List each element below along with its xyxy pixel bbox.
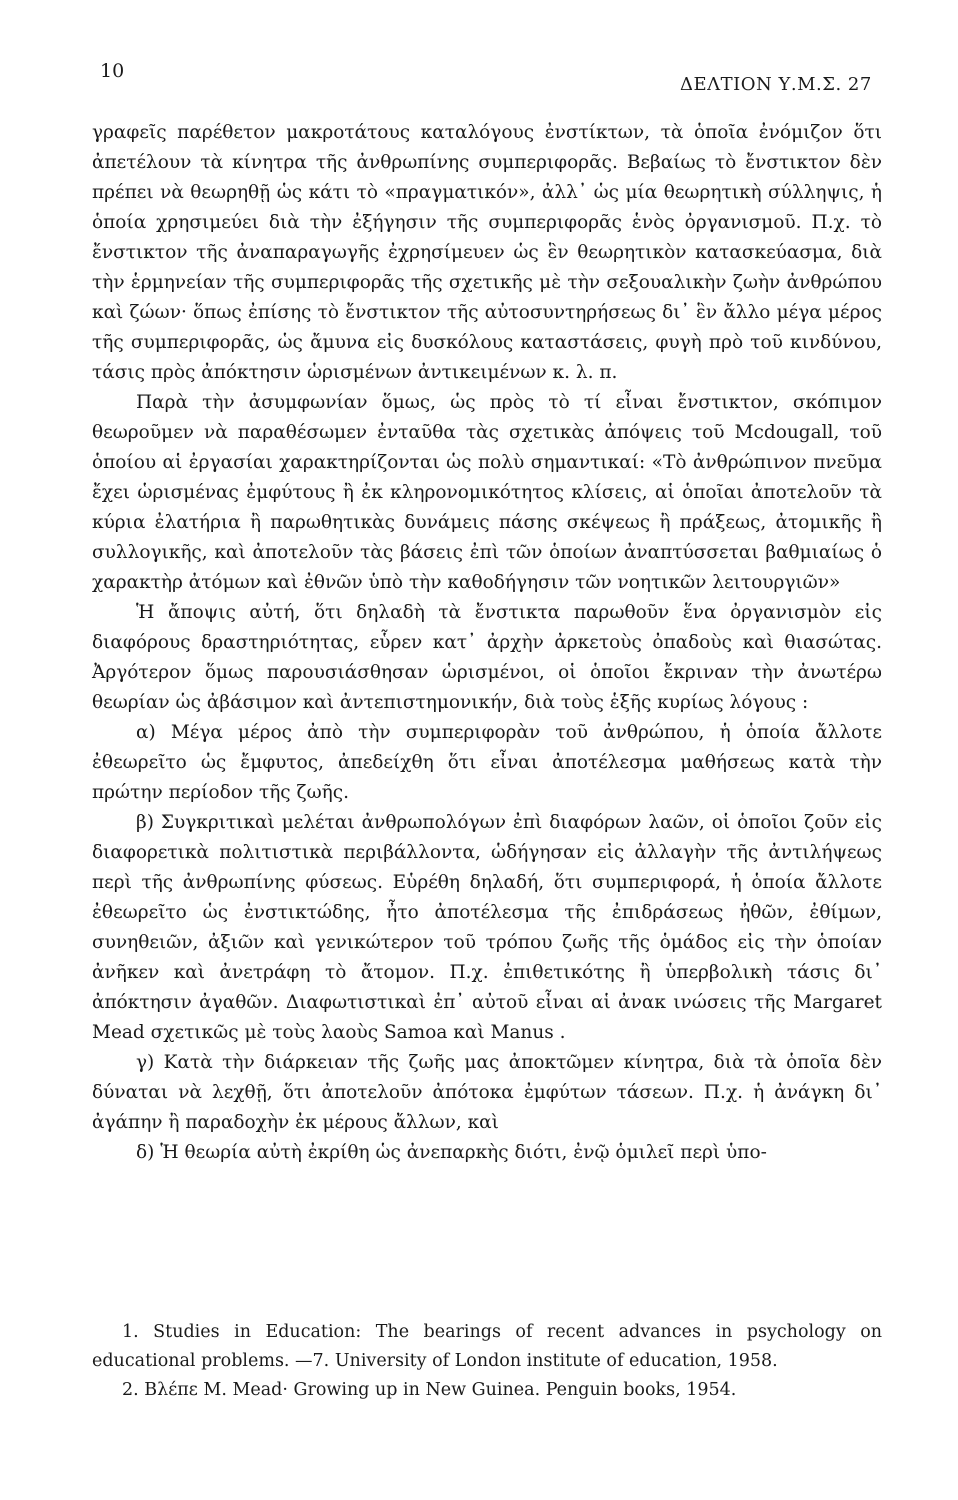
list-item-a: α) Μέγα μέρος ἀπὸ τὴν συμπεριφορὰν τοῦ ἀνθρώπου, ἡ ὁποία ἄλλοτε ἐθεωρεῖτο ὡς ἔμφυτος, ἀπεδείχθη ὅτι εἶναι ἀποτέλεσμα μαθήσεως κατὰ τὴν πρώτην περίοδον τῆς ζωῆς. <box>92 722 882 803</box>
footnote-2: 2. Βλέπε M. Mead· Growing up in New Guinea. Penguin books, 1954. <box>122 1380 737 1400</box>
footnotes <box>92 1318 882 1405</box>
journal-header: ΔΕΛΤΙΟΝ Υ.Μ.Σ. 27 <box>680 74 872 95</box>
list-item-d: δ) Ἡ θεωρία αὐτὴ ἐκρίθη ὡς ἀνεπαρκὴς διότι, ἐνῷ ὁμιλεῖ περὶ ὑπο- <box>136 1142 767 1163</box>
paragraph-mcdougall: Παρὰ τὴν ἀσυμφωνίαν ὅμως, ὡς πρὸς τὸ τί εἶναι ἔνστικτον, σκόπιμον θεωροῦμεν νὰ παραθέσωμεν ἐνταῦθα τὰς σχετικὰς ἀπόψεις τοῦ Mcdougall, τοῦ ὁποίου αἱ ἐργασίαι χαρακτηρίζονται ὡς πολὺ σημαντικαί: «Τὸ ἀνθρώπινον πνεῦμα ἔχει ὡρισμένας ἐμφύτους ἢ ἐκ κληρονομικότητος κλίσεις, αἱ ὁποῖαι ἀποτελοῦν τὰ κύρια ἐλατήρια ἢ παρωθητικὰς δυνάμεις πάσης σκέψεως ἢ πράξεως, ἀτομικῆς ἢ συλλογικῆς, καὶ ἀποτελοῦν τὰς βάσεις ἐπὶ τῶν ὁποίων ἀναπτύσσεται βαθμιαίως ὁ χαρακτὴρ ἀτόμων καὶ ἐθνῶν ὑπὸ τὴν καθοδήγησιν τῶν νοητικῶν λειτουργιῶν» <box>92 392 882 593</box>
paragraph-criticism: Ἡ ἄποψις αὐτή, ὅτι δηλαδὴ τὰ ἔνστικτα παρωθοῦν ἕνα ὀργανισμὸν εἰς διαφόρους δραστηριότητας, εὗρεν κατ᾽ ἀρχὴν ἀρκετοὺς ὀπαδοὺς καὶ θιασώτας. Ἀργότερον ὅμως παρουσιάσθησαν ὡρισμένοι, οἱ ὁποῖοι ἔκριναν τὴν ἀνωτέρω θεωρίαν ὡς ἀβάσιμον καὶ ἀντεπιστημονικήν, διὰ τοὺς ἑξῆς κυρίως λόγους : <box>92 602 882 713</box>
list-item-b: β) Συγκριτικαὶ μελέται ἀνθρωπολόγων ἐπὶ διαφόρων λαῶν, οἱ ὁποῖοι ζοῦν εἰς διαφορετικὰ πολιτιστικὰ περιβάλλοντα, ὡδήγησαν εἰς ἀλλαγὴν τῆς ἀντιλήψεως περὶ τῆς ἀνθρωπίνης φύσεως. Εὑρέθη δηλαδή, ὅτι συμπεριφορά, ἡ ὁποία ἄλλοτε ἐθεωρεῖτο ὡς ἐνστικτώδης, ἦτο ἀποτέλεσμα τῆς ἐπιδράσεως ἠθῶν, ἐθίμων, συνηθειῶν, ἀξιῶν καὶ γενικώτερον τοῦ τρόπου ζωῆς τῆς ὁμάδος εἰς τὴν ὁποίαν ἀνῆκεν καὶ ἀνετράφη τὸ ἄτομον. Π.χ. ἐπιθετικότης ἢ ὑπερβολικὴ τάσις δι᾽ ἀπόκτησιν ἀγαθῶν. Διαφωτιστικαὶ ἐπ᾽ αὐτοῦ εἶναι αἱ ἀνακ ινώσεις τῆς Margaret Mead σχετικῶς μὲ τοὺς λαοὺς Samoa καὶ Manus . <box>92 812 882 1043</box>
list-item-c: γ) Κατὰ τὴν διάρκειαν τῆς ζωῆς μας ἀποκτῶμεν κίνητρα, διὰ τὰ ὁποῖα δὲν δύναται νὰ λεχθῇ, ὅτι ἀποτελοῦν ἀπότοκα ἐμφύτων τάσεων. Π.χ. ἡ ἀνάγκη δι᾽ ἀγάπην ἢ παραδοχὴν ἐκ μέρους ἄλλων, καὶ <box>92 1052 882 1133</box>
body-text <box>92 118 882 1168</box>
paragraph-continuation: γραφεῖς παρέθετον μακροτάτους καταλόγους ἐνστίκτων, τὰ ὁποῖα ἐνόμιζον ὅτι ἀπετέλουν τὰ κίνητρα τῆς ἀνθρωπίνης συμπεριφορᾶς. Βεβαίως τὸ ἔνστικτον δὲν πρέπει νὰ θεωρηθῇ ὡς κάτι τὸ «πραγματικόν», ἀλλ᾽ ὡς μία θεωρητικὴ σύλληψις, ἡ ὁποία χρησιμεύει διὰ τὴν ἐξήγησιν τῆς συμπεριφορᾶς ἑνὸς ὀργανισμοῦ. Π.χ. τὸ ἔνστικτον τῆς ἀναπαραγωγῆς ἐχρησίμευεν ὡς ἓν θεωρητικὸν κατασκεύασμα, διὰ τὴν ἑρμηνείαν τῆς συμπεριφορᾶς τῆς σχετικῆς μὲ τὴν σεξουαλικὴν ζωὴν ἀνθρώπου καὶ ζώων· ὅπως ἐπίσης τὸ ἔνστικτον τῆς αὐτοσυντηρήσεως δι᾽ ἓν ἄλλο μέγα μέρος τῆς συμπεριφορᾶς, ὡς ἄμυνα εἰς δυσκόλους καταστάσεις, φυγὴ πρὸ τοῦ κινδύνου, τάσις πρὸς ἀπόκτησιν ὡρισμένων ἀντικειμένων κ. λ. π. <box>92 122 882 383</box>
page-number: 10 <box>100 60 125 82</box>
footnote-1: 1. Studies in Education: The bearings of recent advances in psychology on educational problems. —7. University of London institute of education, 1958. <box>92 1322 882 1371</box>
